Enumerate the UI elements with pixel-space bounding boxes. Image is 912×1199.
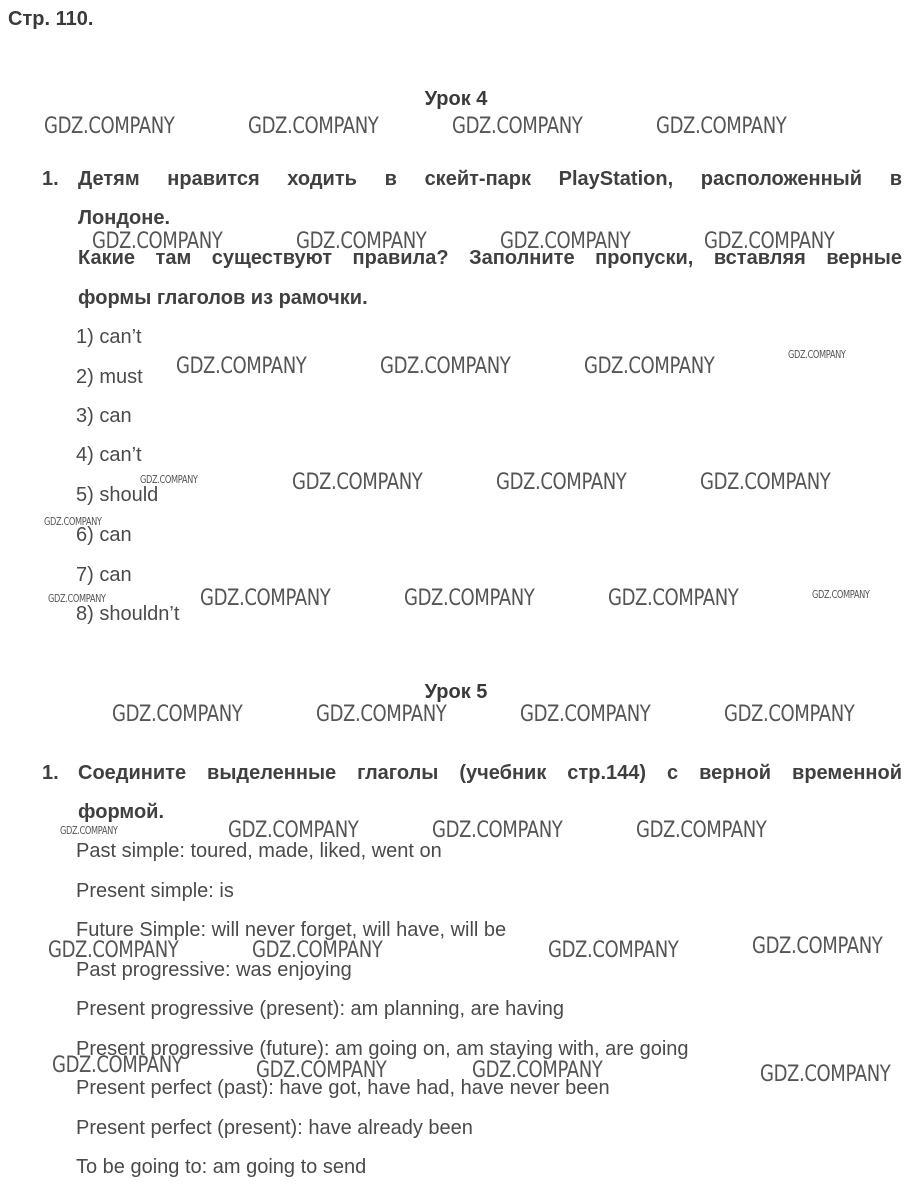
lesson-4-answer: 8) shouldn’t (76, 603, 180, 625)
watermark: GDZ.COMPANY (60, 824, 118, 837)
watermark: GDZ.COMPANY (704, 229, 835, 254)
lesson-4-task-line-3: Какие там существуют правила? Заполните пропуски, вставляя верные (78, 247, 902, 269)
watermark: GDZ.COMPANY (636, 818, 767, 843)
lesson-4-answer: 4) can’t (76, 444, 142, 466)
watermark: GDZ.COMPANY (496, 470, 627, 495)
watermark: GDZ.COMPANY (112, 702, 243, 727)
watermark: GDZ.COMPANY (788, 348, 846, 361)
lesson-5-task-line-1: Соедините выделенные глаголы (учебник стр.144) с верной временной (78, 762, 902, 784)
lesson-4-task-line-4: формы глаголов из рамочки. (78, 287, 368, 309)
watermark: GDZ.COMPANY (140, 473, 198, 486)
watermark: GDZ.COMPANY (92, 229, 223, 254)
watermark: GDZ.COMPANY (656, 114, 787, 139)
lesson-5-task-line-2: формой. (78, 801, 165, 823)
lesson-4-answer: 3) can (76, 405, 132, 427)
watermark: GDZ.COMPANY (44, 114, 175, 139)
watermark: GDZ.COMPANY (812, 588, 870, 601)
watermark: GDZ.COMPANY (404, 586, 535, 611)
watermark: GDZ.COMPANY (548, 938, 679, 963)
watermark: GDZ.COMPANY (256, 1058, 387, 1083)
watermark: GDZ.COMPANY (200, 586, 331, 611)
lesson-4-task-line-1: Детям нравится ходить в скейт-парк PlayStation, расположенный в (78, 168, 902, 190)
lesson-5-answer: Present simple: is (76, 880, 234, 902)
watermark: GDZ.COMPANY (752, 934, 883, 959)
lesson-4-answer: 6) can (76, 524, 132, 546)
lesson-5-answer: Future Simple: will never forget, will have, will be (76, 919, 507, 941)
watermark: GDZ.COMPANY (44, 515, 102, 528)
watermark: GDZ.COMPANY (520, 702, 651, 727)
lesson-5-answer: Present progressive (present): am planning, are having (76, 998, 565, 1020)
watermark: GDZ.COMPANY (760, 1062, 891, 1087)
watermark: GDZ.COMPANY (724, 702, 855, 727)
watermark: GDZ.COMPANY (228, 818, 359, 843)
watermark: GDZ.COMPANY (584, 354, 715, 379)
lesson-5-answer: Past progressive: was enjoying (76, 959, 352, 981)
lesson-5-answer: Past simple: toured, made, liked, went on (76, 840, 442, 862)
lesson-4-title: Урок 4 (424, 88, 488, 110)
watermark: GDZ.COMPANY (472, 1058, 603, 1083)
watermark: GDZ.COMPANY (248, 114, 379, 139)
lesson-5-answer: Present perfect (past): have got, have had, have never been (76, 1077, 610, 1099)
lesson-4-task-line-2: Лондоне. (78, 207, 171, 229)
watermark: GDZ.COMPANY (48, 592, 106, 605)
watermark: GDZ.COMPANY (296, 229, 427, 254)
lesson-4-task-number: 1. (42, 168, 59, 190)
watermark: GDZ.COMPANY (52, 1053, 183, 1078)
watermark: GDZ.COMPANY (176, 354, 307, 379)
page-header: Стр. 110. (8, 8, 94, 30)
lesson-4-answer: 5) should (76, 484, 159, 506)
lesson-5-answer: Present progressive (future): am going on, am staying with, are going (76, 1038, 689, 1060)
lesson-5-task-number: 1. (42, 762, 59, 784)
lesson-4-answer: 2) must (76, 366, 143, 388)
lesson-5-title: Урок 5 (424, 681, 488, 703)
watermark: GDZ.COMPANY (608, 586, 739, 611)
watermark: GDZ.COMPANY (500, 229, 631, 254)
watermark: GDZ.COMPANY (48, 938, 179, 963)
watermark: GDZ.COMPANY (380, 354, 511, 379)
watermark: GDZ.COMPANY (432, 818, 563, 843)
lesson-4-answer: 7) can (76, 564, 132, 586)
watermark: GDZ.COMPANY (452, 114, 583, 139)
watermark: GDZ.COMPANY (292, 470, 423, 495)
watermark: GDZ.COMPANY (316, 702, 447, 727)
lesson-5-answer: To be going to: am going to send (76, 1156, 367, 1178)
watermark: GDZ.COMPANY (252, 938, 383, 963)
lesson-4-answer: 1) can’t (76, 326, 142, 348)
watermark: GDZ.COMPANY (700, 470, 831, 495)
lesson-5-answer: Present perfect (present): have already been (76, 1117, 473, 1139)
